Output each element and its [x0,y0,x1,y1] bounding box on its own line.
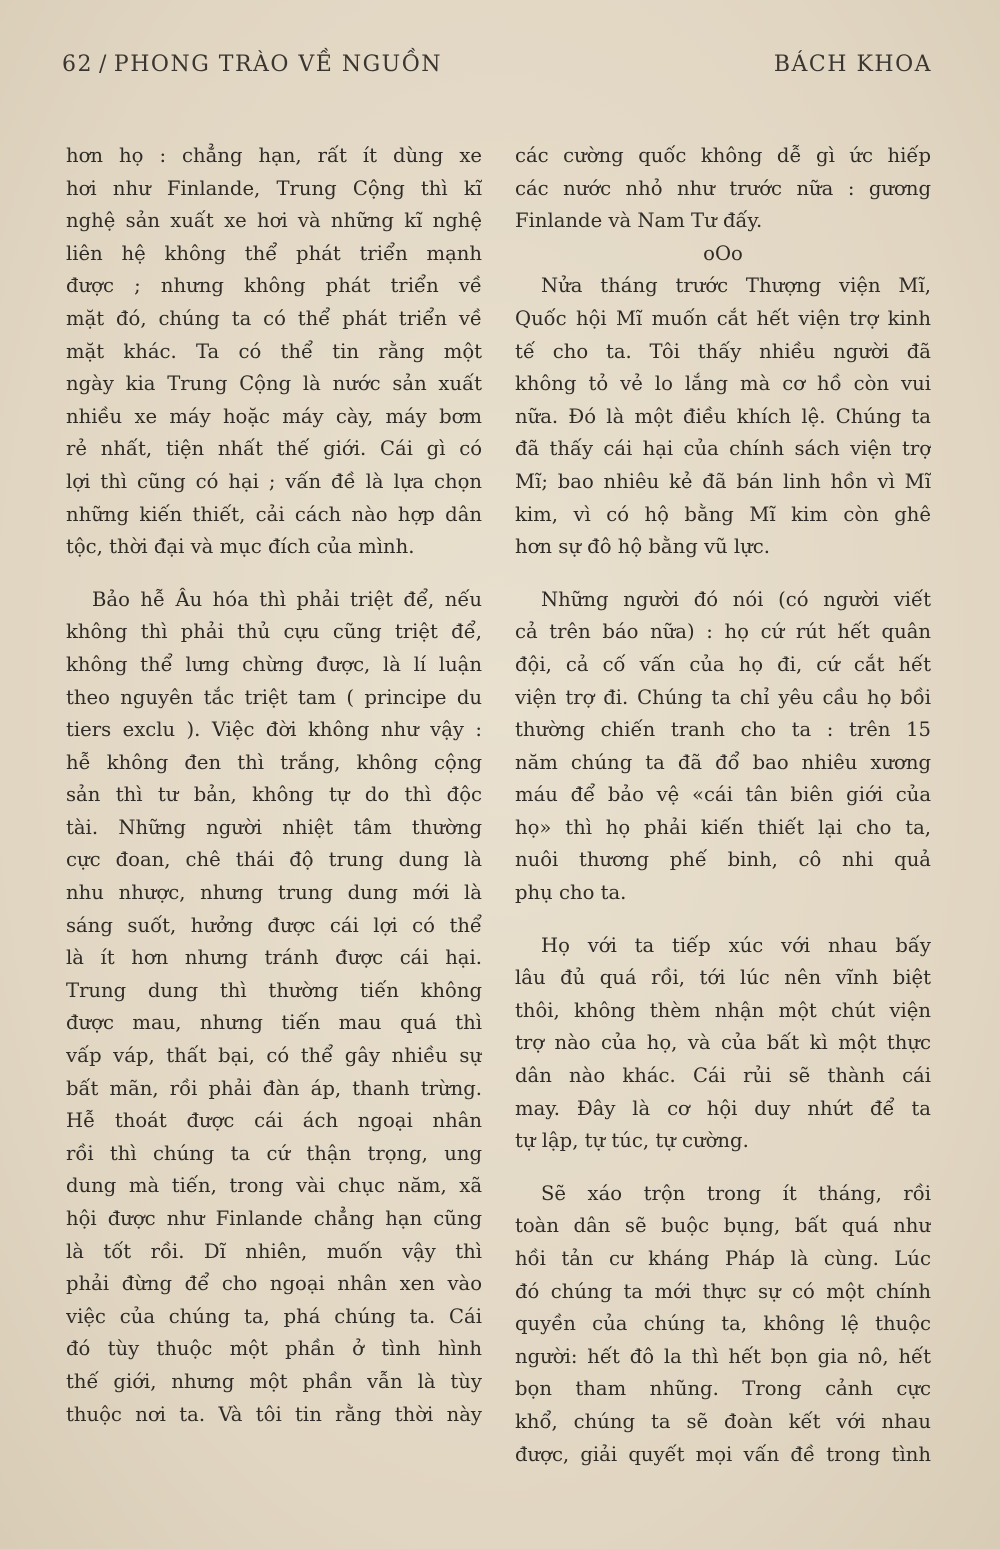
text-line: họ» thì họ phải kiến thiết lại cho ta, [515,815,931,839]
paragraph-gap [515,910,931,930]
left-text-column [66,140,482,1431]
text-line: hồi tản cư kháng Pháp là cùng. Lúc [515,1247,931,1270]
text-line: nữa. Đó là một điều khích lệ. Chúng ta [515,404,931,428]
paragraph-gap [515,564,931,584]
right-text-column [515,140,931,1471]
text-line: mặt khác. Ta có thể tin rằng một [66,339,482,363]
text-line: được mau, nhưng tiến mau quá thì [66,1011,482,1035]
text-line: hội được như Finlande chẳng hạn cũng [66,1207,482,1230]
text-line: liên hệ không thể phát triển mạnh [66,241,482,265]
text-line: tế cho ta. Tôi thấy nhiều người đã [515,339,931,363]
text-line: dân nào khác. Cái rủi sẽ thành cái [515,1064,931,1088]
text-line: theo nguyên tắc triệt tam ( principe du [66,685,482,709]
text-line: hơn sự đô hộ bằng vũ lực. [515,535,770,559]
text-line: năm chúng ta đã đổ bao nhiêu xương [515,750,931,774]
text-line: máu để bảo vệ «cái tân biên giới của [515,783,931,807]
text-line: tài. Những người nhiệt tâm thường [66,815,482,839]
paragraph-gap [515,1158,931,1178]
text-line: quyền của chúng ta, không lệ thuộc [515,1312,931,1336]
text-line: việc của chúng ta, phá chúng ta. Cái [66,1304,482,1328]
text-line: Hễ thoát được cái ách ngoại nhân [66,1109,482,1133]
text-line: được, giải quyết mọi vấn đề trong tình [515,1442,931,1466]
text-line: không thể lưng chừng được, là lí luận [66,652,482,676]
text-line: Những người đó nói (có người viết [541,587,931,611]
text-line: toàn dân sẽ buộc bụng, bất quá như [515,1214,931,1238]
section-divider: oOo [703,241,743,265]
text-line: đó tùy thuộc một phần ở tình hình [66,1337,482,1361]
paragraph-gap [66,564,482,584]
text-line: khổ, chúng ta sẽ đoàn kết với nhau [515,1409,931,1433]
page-number: 62 [62,52,93,77]
text-line: hễ không đen thì trắng, không cộng [66,750,482,774]
text-line: tự lập, tự túc, tự cường. [515,1129,749,1153]
text-line: đó chúng ta mới thực sự có một chính [515,1279,931,1303]
text-line: Bảo hễ Âu hóa thì phải triệt để, nếu [92,587,482,611]
text-line: các cường quốc không dễ gì ức hiếp [515,144,931,167]
text-line: trợ nào của họ, và của bất kì một thực [515,1031,931,1055]
text-line: cả trên báo nữa) : họ cứ rút hết quân [515,620,931,644]
text-line: những kiến thiết, cải cách nào hợp dân [66,502,482,526]
text-line: không tỏ vẻ lo lắng mà cơ hồ còn vui [515,372,931,396]
section-title: PHONG TRÀO VỀ NGUỒN [113,52,443,77]
text-line: tộc, thời đại và mục đích của mình. [66,535,415,559]
text-line: nhiều xe máy hoặc máy cày, máy bơm [66,404,482,428]
text-line: không thì phải thủ cựu cũng triệt để, [66,620,482,644]
text-line: ngày kia Trung Cộng là nước sản xuất [66,372,482,396]
text-line: là ít hơn nhưng tránh được cái hại. [66,946,482,970]
text-line: tiers exclu ). Việc đời không như vậy : [66,718,482,742]
text-line: mặt đó, chúng ta có thể phát triển về [66,306,482,330]
text-line: viện trợ đi. Chúng ta chỉ yêu cầu họ bồi [515,685,931,709]
running-header [62,52,932,92]
text-line: bọn tham nhũng. Trong cảnh cực [515,1377,931,1401]
text-line: bất mãn, rồi phải đàn áp, thanh trừng. [66,1076,482,1100]
magazine-name: BÁCH KHOA [773,52,932,77]
text-line: đội, cả cố vấn của họ đi, cứ cắt hết [515,652,931,676]
text-line: các nước nhỏ như trước nữa : gương [515,176,931,200]
text-line: Trung dung thì thường tiến không [66,978,482,1002]
text-line: hơn họ : chẳng hạn, rất ít dùng xe [66,144,482,167]
text-line: Mĩ; bao nhiêu kẻ đã bán linh hồn vì Mĩ [515,469,931,493]
text-line: nhu nhược, nhưng trung dung mới là [66,881,482,905]
text-line: phải đừng để cho ngoại nhân xen vào [66,1272,482,1296]
text-line: người: hết đô la thì hết bọn gia nô, hết [515,1344,931,1368]
text-line: dung mà tiến, trong vài chục năm, xã [66,1174,482,1198]
text-line: thường chiến tranh cho ta : trên 15 [515,718,931,742]
text-line: thuộc nơi ta. Và tôi tin rằng thời này [66,1402,482,1426]
text-line: nghệ sản xuất xe hơi và những kĩ nghệ [66,209,482,233]
text-line: Sẽ xáo trộn trong ít tháng, rồi [541,1181,931,1205]
text-line: rẻ nhất, tiện nhất thế giới. Cái gì có [66,437,482,461]
text-line: Finlande và Nam Tư đấy. [515,209,763,233]
text-line: sáng suốt, hưởng được cái lợi có thể [66,913,482,937]
text-line: thôi, không thèm nhận một chút viện [515,998,931,1022]
text-line: Họ với ta tiếp xúc với nhau bấy [541,933,931,957]
text-line: Quốc hội Mĩ muốn cắt hết viện trợ kinh [515,306,931,330]
text-line: phụ cho ta. [515,881,627,905]
text-line: đã thấy cái hại của chính sách viện trợ [515,437,931,461]
text-line: thế giới, nhưng một phần vẫn là tùy [66,1369,482,1393]
text-line: lâu đủ quá rồi, tới lúc nên vĩnh biệt [515,966,931,990]
text-line: hơi như Finlande, Trung Cộng thì kĩ [66,176,482,200]
text-line: là tốt rồi. Dĩ nhiên, muốn vậy thì [66,1239,482,1263]
text-line: được ; nhưng không phát triển về [66,274,482,298]
header-separator: / [99,52,108,77]
text-line: vấp váp, thất bại, có thể gây nhiều sự [66,1044,482,1068]
text-line: cực đoan, chê thái độ trung dung là [66,848,482,872]
text-line: sản thì tư bản, không tự do thì độc [66,783,482,807]
text-line: may. Đây là cơ hội duy nhứt để ta [515,1096,931,1120]
text-line: nuôi thương phế binh, cô nhi quả [515,848,931,872]
text-line: kim, vì có hộ bằng Mĩ kim còn ghê [515,502,931,526]
header-left [62,52,448,77]
text-line: lợi thì cũng có hại ; vấn đề là lựa chọn [66,469,482,493]
text-line: rồi thì chúng ta cứ thận trọng, ung [66,1141,482,1165]
text-line: Nửa tháng trước Thượng viện Mĩ, [541,274,931,298]
